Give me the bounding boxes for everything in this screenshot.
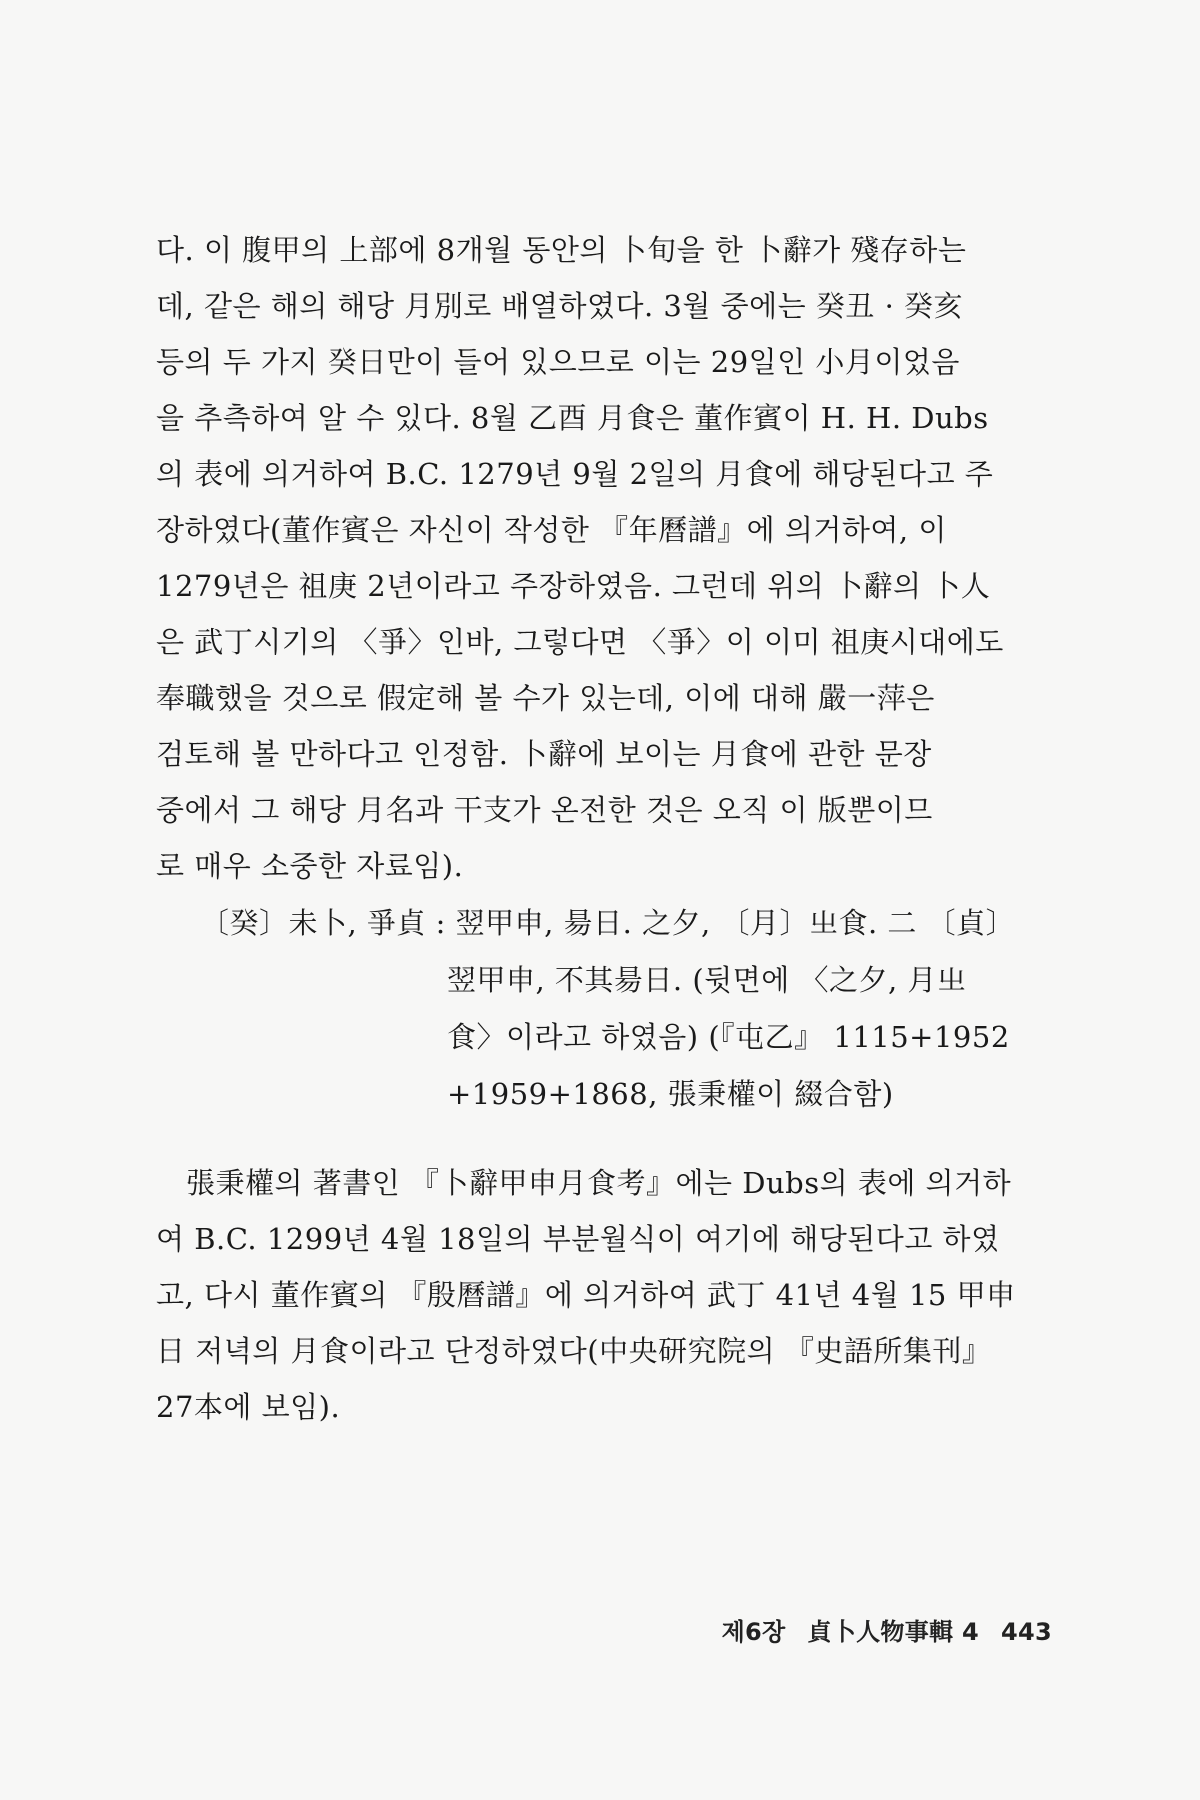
- text-line: 을 추측하여 알 수 있다. 8월 乙酉 月食은 董作賓이 H. H. Dubs: [156, 401, 989, 435]
- text-line: 다. 이 腹甲의 上部에 8개월 동안의 卜旬을 한 卜辭가 殘存하는: [156, 233, 967, 267]
- chapter-title: 貞卜人物事輯 4: [807, 1618, 979, 1646]
- text-line: 1279년은 祖庚 2년이라고 주장하였음. 그런데 위의 卜辭의 卜人: [156, 569, 991, 603]
- chapter-label: 제6장: [721, 1618, 786, 1646]
- text-line: 로 매우 소중한 자료임).: [156, 849, 464, 883]
- quote-line: 〔癸〕未卜, 爭貞 : 翌甲申, 昜日. 之夕, 〔月〕㞢食. 二 〔貞〕: [200, 906, 1016, 940]
- page-number: 443: [1001, 1618, 1052, 1646]
- text-line: 중에서 그 해당 月名과 干支가 온전한 것은 오직 이 版뿐이므: [156, 793, 933, 827]
- body-paragraph-2: [156, 1155, 1046, 1435]
- text-line: 張秉權의 著書인 『卜辭甲申月食考』에는 Dubs의 表에 의거하: [186, 1166, 1012, 1200]
- text-line: 장하였다(董作賓은 자신이 작성한 『年曆譜』에 의거하여, 이: [156, 513, 947, 547]
- text-line: 奉職했을 것으로 假定해 볼 수가 있는데, 이에 대해 嚴一萍은: [156, 681, 935, 715]
- text-line: 은 武丁시기의 〈爭〉인바, 그렇다면 〈爭〉이 이미 祖庚시대에도: [156, 625, 1004, 659]
- text-line: 검토해 볼 만하다고 인정함. 卜辭에 보이는 月食에 관한 문장: [156, 737, 932, 771]
- quote-line: +1959+1868, 張秉權이 綴合함): [447, 1077, 894, 1111]
- running-footer: [722, 1612, 1052, 1647]
- quote-line: 食〉이라고 하였음) (『屯乙』 1115+1952: [447, 1020, 1010, 1054]
- quote-line: 翌甲申, 不其昜日. (뒷면에 〈之夕, 月㞢: [447, 963, 967, 997]
- oracle-inscription-quote: [200, 895, 1040, 1123]
- text-line: 데, 같은 해의 해당 月別로 배열하였다. 3월 중에는 癸丑 · 癸亥: [156, 289, 964, 323]
- text-line: 27本에 보임).: [156, 1390, 341, 1424]
- text-line: 의 表에 의거하여 B.C. 1279년 9월 2일의 月食에 해당된다고 주: [156, 457, 994, 491]
- body-paragraph-1: [156, 222, 1046, 894]
- text-line: 등의 두 가지 癸日만이 들어 있으므로 이는 29일인 小月이었음: [156, 345, 960, 379]
- text-line: 여 B.C. 1299년 4월 18일의 부분월식이 여기에 해당된다고 하였: [156, 1222, 1000, 1256]
- text-line: 고, 다시 董作賓의 『殷曆譜』에 의거하여 武丁 41년 4월 15 甲申: [156, 1278, 1016, 1312]
- text-line: 日 저녁의 月食이라고 단정하였다(中央研究院의 『史語所集刊』: [156, 1334, 992, 1368]
